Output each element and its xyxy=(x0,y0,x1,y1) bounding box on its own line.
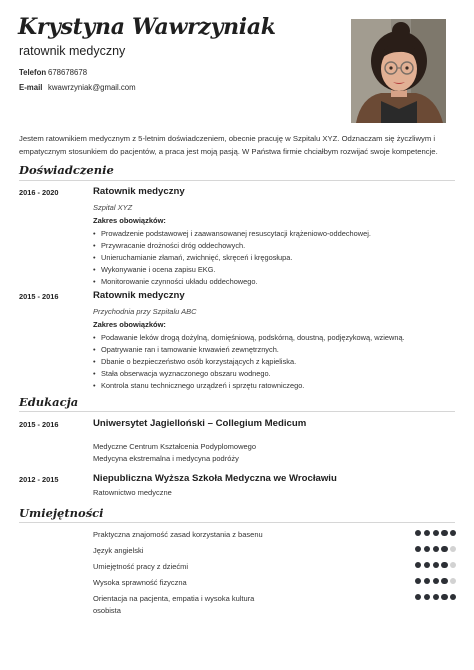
rating-dot-empty xyxy=(450,546,456,552)
list-item: • Wykonywanie i ocena zapisu EKG. xyxy=(93,264,455,276)
rating-dot-filled xyxy=(441,562,447,568)
rating-dot-filled xyxy=(433,530,439,536)
entry-title: Ratownik medyczny xyxy=(93,290,185,301)
rating-dot-filled xyxy=(415,578,421,584)
list-item: • Unieruchamianie złamań, zwichnięć, skręceń i kręgosłupa. xyxy=(93,252,455,264)
skill-label: Język angielski xyxy=(93,546,144,555)
entry-title: Ratownik medyczny xyxy=(93,186,185,197)
duties-list xyxy=(93,228,455,288)
rating-dot-filled xyxy=(415,530,421,536)
list-item: • Podawanie leków drogą dożylną, domięśniową, podskórną, doustną, podjęzykową, wziewną. xyxy=(93,332,455,344)
entry-date: 2016 - 2020 xyxy=(19,188,59,197)
entry-date: 2015 - 2016 xyxy=(19,292,59,301)
section-title-skills: Umiejętności xyxy=(19,506,104,520)
skill-rating xyxy=(415,578,456,584)
section-divider xyxy=(19,411,455,412)
skill-rating xyxy=(415,594,456,600)
rating-dot-filled xyxy=(433,578,439,584)
section-divider xyxy=(19,522,455,523)
rating-dot-filled xyxy=(415,546,421,552)
rating-dot-filled xyxy=(450,530,456,536)
skill-label: Umiejętność pracy z dziećmi xyxy=(93,562,189,571)
skill-rating xyxy=(415,562,456,568)
list-item: • Monitorowanie czynności układu oddechowego. xyxy=(93,276,455,288)
email-value: kwawrzyniak@gmail.com xyxy=(48,83,136,92)
entry-company: Szpital XYZ xyxy=(93,203,133,212)
list-item: • Opatrywanie ran i tamowanie krwawień zewnętrznych. xyxy=(93,344,455,356)
entry-title: Uniwersytet Jagielloński – Collegium Medicum xyxy=(93,418,307,429)
profile-photo xyxy=(351,19,446,123)
entry-detail: Medycyna ekstremalna i medycyna podróży xyxy=(93,454,239,463)
entry-company: Przychodnia przy Szpitalu ABC xyxy=(93,307,197,316)
entry-date: 2012 - 2015 xyxy=(19,475,59,484)
rating-dot-filled xyxy=(441,546,447,552)
phone-row xyxy=(19,68,87,77)
rating-dot-filled xyxy=(415,562,421,568)
candidate-role: ratownik medyczny xyxy=(19,44,126,58)
entry-detail: Ratownictwo medyczne xyxy=(93,488,172,497)
skill-label: Praktyczna znajomość zasad korzystania z basenu xyxy=(93,530,263,539)
list-item: • Prowadzenie podstawowej i zaawansowanej resuscytacji krążeniowo-oddechowej. xyxy=(93,228,455,240)
rating-dot-filled xyxy=(441,530,447,536)
list-item: • Stała obserwacja wyznaczonego obszaru wodnego. xyxy=(93,368,455,380)
rating-dot-filled xyxy=(441,594,447,600)
rating-dot-filled xyxy=(415,594,421,600)
section-divider xyxy=(19,180,455,181)
entry-resp-label: Zakres obowiązków: xyxy=(93,320,166,329)
skill-label: Orientacja na pacjenta, empatia i wysoka kultura osobista xyxy=(93,594,255,615)
phone-value: 678678678 xyxy=(48,68,88,77)
entry-detail: Medyczne Centrum Kształcenia Podyplomowego xyxy=(93,442,256,451)
rating-dot-filled xyxy=(424,530,430,536)
list-item: • Dbanie o bezpieczeństwo osób korzystających z kąpieliska. xyxy=(93,356,455,368)
skill-rating xyxy=(415,530,456,536)
rating-dot-filled xyxy=(424,562,430,568)
rating-dot-filled xyxy=(433,594,439,600)
rating-dot-filled xyxy=(433,546,439,552)
entry-resp-label: Zakres obowiązków: xyxy=(93,216,166,225)
duties-list xyxy=(93,332,455,392)
email-label: E-mail xyxy=(19,83,43,92)
email-row xyxy=(19,83,136,92)
skill-label: Wysoka sprawność fizyczna xyxy=(93,578,187,587)
section-title-experience: Doświadczenie xyxy=(19,163,114,177)
summary-text: Jestem ratownikiem medycznym z 5-letnim doświadczeniem, obecnie pracuję w Szpitalu XYZ. Odznaczam się życzliwym i empatycznym stosunkiem do pacjentów, a praca jest moją pasją. W Państwa firmie chciałbym rozwijać swoje kompetencje. xyxy=(19,134,438,156)
list-item: • Kontrola stanu technicznego urządzeń i sprzętu ratowniczego. xyxy=(93,380,455,392)
rating-dot-filled xyxy=(424,546,430,552)
phone-label: Telefon xyxy=(19,68,47,77)
rating-dot-filled xyxy=(433,562,439,568)
rating-dot-filled xyxy=(441,578,447,584)
entry-date: 2015 - 2016 xyxy=(19,420,59,429)
rating-dot-filled xyxy=(450,594,456,600)
candidate-name: Krystyna Wawrzyniak xyxy=(18,14,276,40)
section-title-education: Edukacja xyxy=(19,395,79,409)
list-item: • Przywracanie drożności dróg oddechowych. xyxy=(93,240,455,252)
rating-dot-filled xyxy=(424,594,430,600)
rating-dot-filled xyxy=(424,578,430,584)
entry-title: Niepubliczna Wyższa Szkoła Medyczna we Wrocławiu xyxy=(93,473,337,484)
rating-dot-empty xyxy=(450,562,456,568)
skill-rating xyxy=(415,546,456,552)
rating-dot-empty xyxy=(450,578,456,584)
